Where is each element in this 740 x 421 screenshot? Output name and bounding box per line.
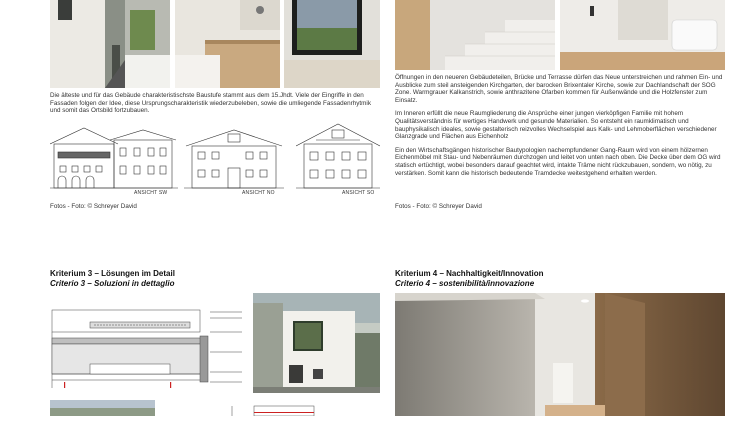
paragraph-corridor: Ein den Wirtschaftsgängen historischer Bautypologien nachempfundener Gang-Raum wird von einem hölzernen Eichenmöbel mit Stau- und Nebenräumen durchzogen und leitet von unten nach oben. Die Decke über dem OG wird statisch ertüchtigt, wobei besonders darauf geachtet wird, intakte Träme nicht rückzubauen, sondern, wo nötig, zu verstärken. Somit kann die historisch bedeutende Tramdecke weitestgehend erhalten werden. [395, 146, 721, 177]
criterion4-heading [395, 269, 543, 289]
paragraph-interior: Im Inneren erfüllt die neue Raumgliederung die Ansprüche einer jungen vierköpfigen Familie mit hohem Qualitätsverständnis für wertiges Handwerk und gesunde Materialien. So entsteht ein raumklimatisch und bauphysikalisch ideales, sowie gestalterisch reizvolles Wechselspiel aus Kalk- und Lehmoberflächen verschiedener Glanzgrade und Flächen aus Eichenholz [395, 110, 717, 141]
elevation-drawing-so [296, 122, 380, 192]
elevation-drawing-no [184, 122, 284, 192]
top-left-paragraph: Die älteste und für das Gebäude charakteristischste Baustufe stammt aus dem 15.Jhdt. Viele der Eingriffe in den Fassaden folgen der Idee, diese Ursprungscharakteristik wiederzubeleben, sowie die umliegende Fassadenrhytmik und somit das Ortsbild fortzubauen. [50, 92, 371, 115]
photo-bottom-left-partial [50, 400, 155, 416]
detail-section-drawing [50, 308, 246, 394]
photo-interior-window [284, 0, 380, 88]
elevation-label-no: ANSICHT NO [242, 190, 275, 196]
elevation-drawing-sw [50, 122, 178, 192]
criterion4-title-de: Kriterium 4 – Nachhaltigkeit/Innovation [395, 269, 544, 278]
top-right-text [395, 74, 725, 183]
elevation-label-sw: ANSICHT SW [134, 190, 168, 196]
photo-credit-left: Fotos - Foto: © Schreyer David [50, 203, 137, 210]
photo-credit-right: Fotos - Foto: © Schreyer David [395, 203, 482, 210]
elevation-label-so: ANSICHT SO [342, 190, 375, 196]
photo-staircase [395, 0, 555, 70]
criterion3-title-it: Criterio 3 – Soluzioni in dettaglio [50, 279, 175, 288]
photo-corridor [395, 293, 725, 416]
photo-exterior-alley [50, 0, 170, 88]
paragraph-openings: Öffnungen in den neueren Gebäudeteilen, Brücke und Terrasse dürfen das Neue unterstreichen und rahmen Ein- und Ausblicke zum steil ansteigenden Kirchgarten, der barocken Brixentaler Kirche, sowie zur Dachlandschaft der SOG Zone. Warmgrauer Kalkanstrich, sowie anthrazitene Ofarben kommen für Außenwände und die Holzfenster zum Einsatz. [395, 74, 723, 104]
criterion3-heading [50, 269, 175, 289]
criterion4-title-it: Criterio 4 – sostenibilità/innovazione [395, 279, 535, 288]
detail-drawing-partial [226, 400, 380, 416]
criterion3-title-de: Kriterium 3 – Lösungen im Detail [50, 269, 175, 278]
photo-bathroom [560, 0, 725, 70]
photo-renovated-house [253, 293, 380, 393]
photo-interior-stair [175, 0, 280, 88]
